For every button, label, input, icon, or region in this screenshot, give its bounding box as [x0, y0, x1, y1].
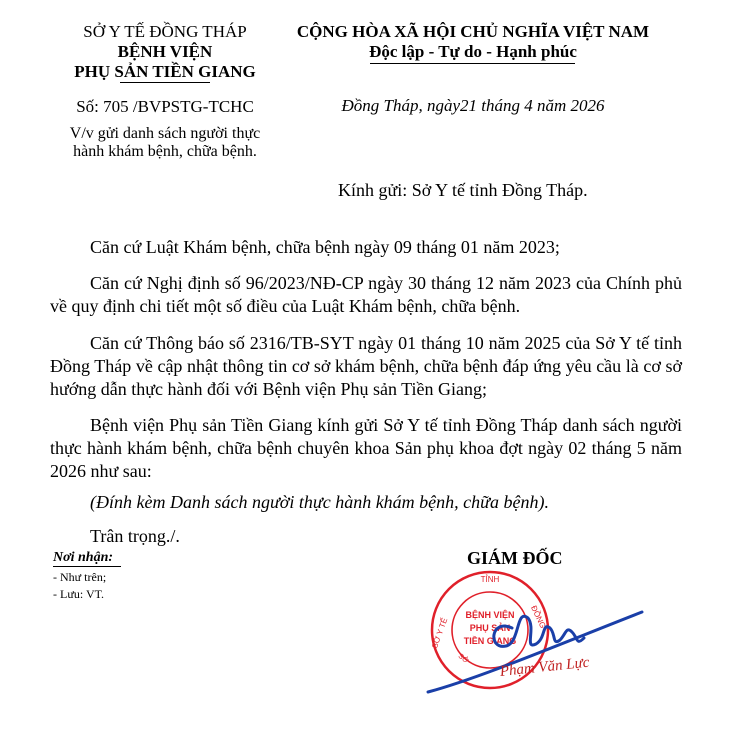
seal-inner-line2: PHỤ SẢN: [469, 623, 511, 633]
recipient-item-2: - Lưu: VT.: [53, 587, 105, 601]
attachment-note: (Đính kèm Danh sách người thực hành khám bệnh, chữa bệnh).: [90, 492, 549, 512]
paragraph-3-text: Căn cứ Thông báo số 2316/TB-SYT ngày 01 tháng 10 năm 2025 của Sở Y tế tỉnh Đồng Tháp về cập nhật thông tin cơ sở khám bệnh, chữa bệnh đáp ứng yêu cầu là cơ sở hướng dẫn thực hành đối với Bệnh viện Phụ sản Tiền Giang;: [50, 333, 682, 399]
recipient-item-1: - Như trên;: [53, 570, 107, 584]
hospital-name-line2: PHỤ SẢN TIỀN GIANG: [74, 62, 256, 81]
subject-line2: hành khám bệnh, chữa bệnh.: [73, 143, 257, 160]
seal-text-top: TỈNH: [480, 575, 500, 584]
handwritten-signature: [420, 588, 660, 700]
ministry-name: SỞ Y TẾ ĐỒNG THÁP: [83, 22, 247, 41]
seal-inner-line1: BỆNH VIỆN: [465, 610, 515, 620]
paragraph-2-text: Căn cứ Nghị định số 96/2023/NĐ-CP ngày 30 tháng 12 năm 2023 của Chính phủ về quy định chi tiết một số điều của Luật Khám bệnh, chữa bệnh.: [50, 273, 682, 316]
hospital-underline: [120, 82, 210, 83]
seal-inner-line3: TIỀN GIANG: [463, 636, 517, 646]
signer-name: Phạm Văn Lực: [499, 654, 591, 680]
hospital-name-line1: BỆNH VIỆN: [117, 42, 213, 61]
national-title: CỘNG HÒA XÃ HỘI CHỦ NGHĨA VIỆT NAM: [296, 22, 650, 41]
seal-text-left: SỞ Y TẾ: [429, 616, 450, 650]
place-date: Đồng Tháp, ngày21 tháng 4 năm 2026: [341, 96, 605, 115]
recipients-title: Nơi nhận:: [53, 550, 114, 565]
national-motto: Độc lập - Tự do - Hạnh phúc: [369, 42, 577, 61]
recipients-title-underline: [53, 566, 121, 567]
signature-stroke-slash: [428, 612, 642, 692]
document-number: Số: 705 /BVPSTG-TCHC: [76, 97, 254, 116]
paragraph-4: [50, 414, 682, 483]
seal-text-bottom: SỞ: [456, 652, 470, 665]
signer-title: GIÁM ĐỐC: [467, 548, 563, 568]
seal-text-right: ĐỒNG: [529, 604, 548, 630]
paragraph-2: [50, 272, 682, 318]
motto-underline: [370, 63, 575, 64]
paragraph-3: [50, 332, 682, 401]
paragraph-1-text: Căn cứ Luật Khám bệnh, chữa bệnh ngày 09 tháng 01 năm 2023;: [90, 237, 560, 257]
paragraph-1: [50, 236, 682, 259]
paragraph-4-text: Bệnh viện Phụ sản Tiền Giang kính gửi Sở Y tế tỉnh Đồng Tháp danh sách người thực hành khám bệnh, chữa bệnh chuyên khoa Sản phụ khoa đợt ngày 02 tháng 5 năm 2026 như sau:: [50, 415, 682, 481]
closing-text: Trân trọng./.: [90, 526, 180, 546]
recipient-line: Kính gửi: Sở Y tế tỉnh Đồng Tháp.: [338, 180, 588, 200]
subject-line1: V/v gửi danh sách người thực: [69, 125, 261, 142]
